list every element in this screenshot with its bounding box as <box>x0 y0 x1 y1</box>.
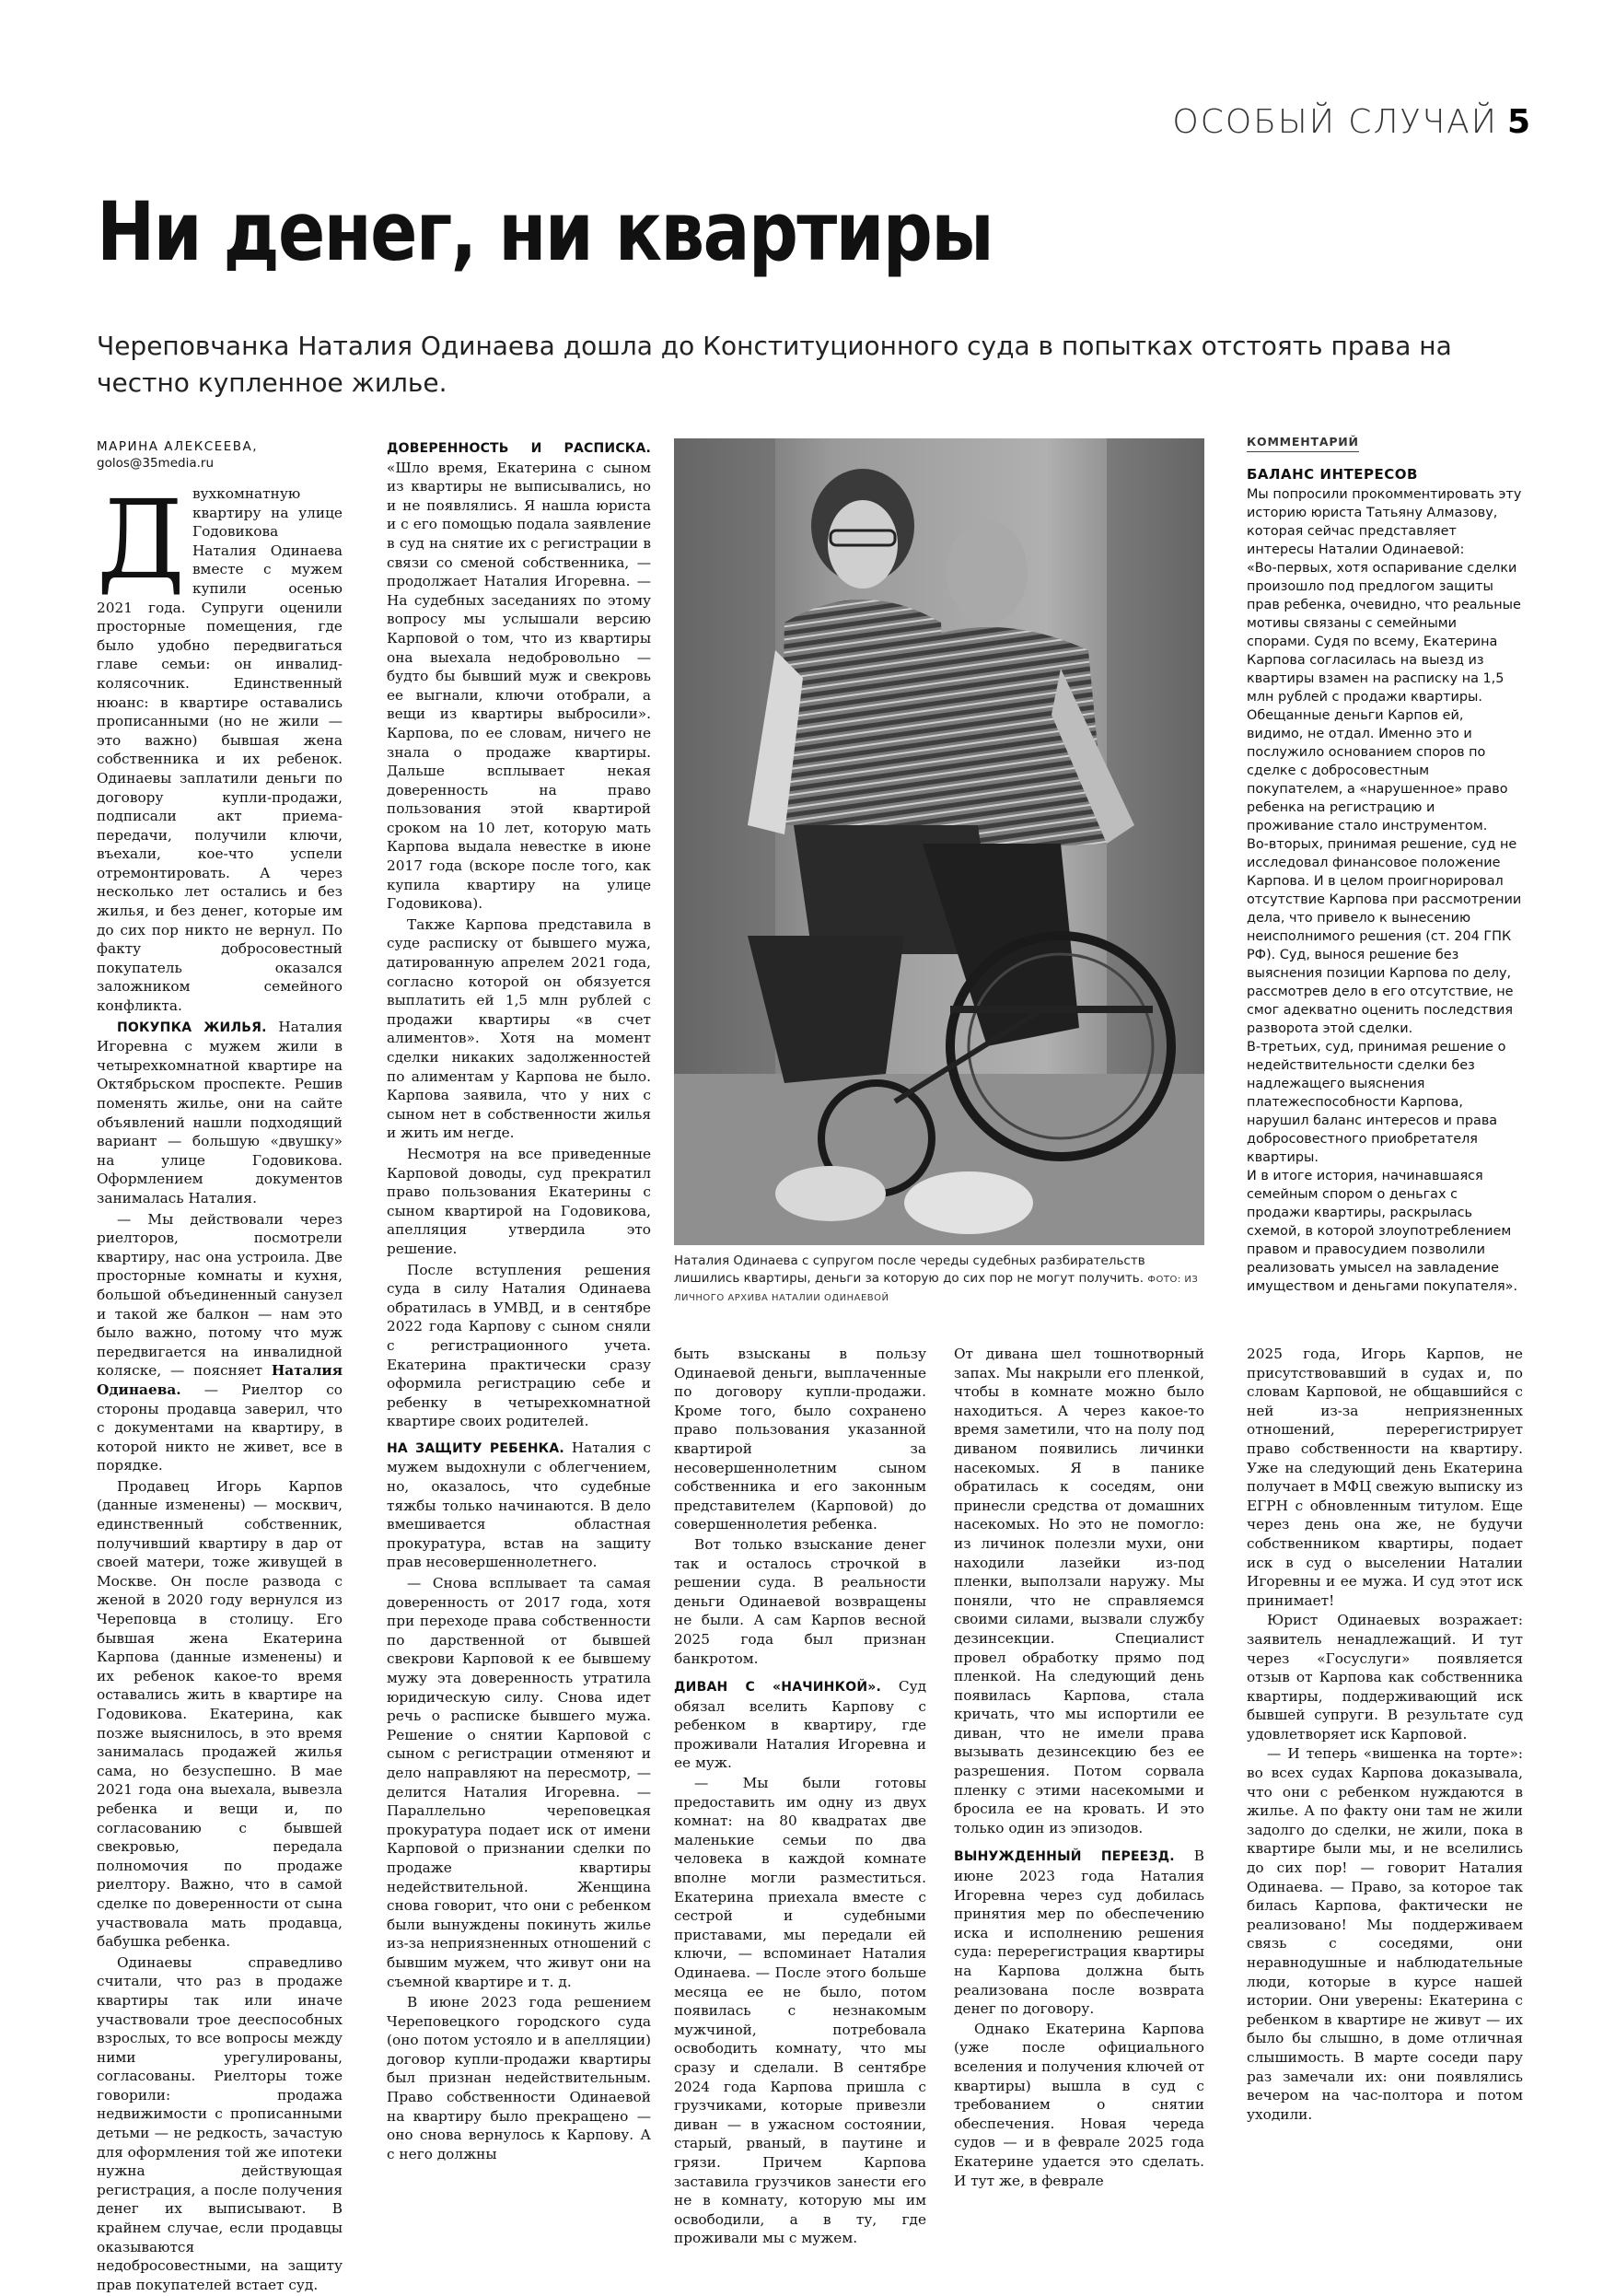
byline <box>97 438 343 472</box>
article-paragraph: Вот только взыскание денег так и осталось строчкой в решении суда. В реальности деньги Одинаевой возвращены не были. А сам Карпов весной 2025 года был признан банкротом. <box>674 1535 926 1667</box>
photo-credit: ФОТО: ИЗ ЛИЧНОГО АРХИВА НАТАЛИИ ОДИНАЕВОЙ <box>674 1275 1199 1303</box>
comment-paragraph: «Во-первых, хотя оспаривание сделки произошло под предлогом защиты прав ребенка, очевидно, что реальные мотивы связаны с семейными спорами. Судя по всему, Екатерина Карпова согласилась на выезд из квартиры взамен на расписку на 1,5 млн рублей с продажи квартиры. Обещанные деньги Карпов ей, видимо, не отдал. Именно это и послужило основанием споров по сделке с добросовестным покупателем, а «нарушенное» право ребенка на регистрацию и проживание стало инструментом. <box>1247 561 1521 833</box>
article-paragraph: ДОВЕРЕННОСТЬ И РАСПИСКА. «Шло время, Екатерина с сыном из квартиры не выписывались, но и не появлялись. Я нашла юриста и с его помощью подала заявление в суд на снятие их с регистрации в связи со сменой собственника, — продолжает Наталия Игоревна. — На судебных заседаниях по этому вопросу мы услышали версию Карповой о том, что из квартиры она выехала недобровольно — будто бы бывший муж и свекровь ее выгнали, ключи отобрали, а вещи из квартиры выбросили». Карпова, по ее словам, ничего не знала о продаже квартиры. Дальше всплывает некая доверенность на право пользования этой квартирой сроком на 10 лет, которую мать Карпова выдала невестке в июне 2017 года (вскоре после того, как купила квартиру на улице Годовикова). <box>387 441 651 913</box>
comment-paragraph: И в итоге история, начинавшаяся семейным спором о деньгах с продажи квартиры, раскрылась схемой, в которой злоупотреблением правом и правосудием позволили реализовать умысел на завладение имуществом и деньгами покупателя». <box>1247 1169 1518 1294</box>
comment-paragraph: В-третьих, суд, принимая решение о недействительности сделки без надлежащего выяснения платежеспособности Карпова, нарушил баланс интересов и права добросовестного приобретателя квартиры. <box>1247 1040 1506 1165</box>
subhead: ПОКУПКА ЖИЛЬЯ. <box>117 1020 267 1035</box>
headline: Ни денег, ни квартиры <box>97 184 993 279</box>
article-paragraph: Продавец Игорь Карпов (данные изменены) — москвич, единственный собственник, получивший квартиру в дар от своей матери, тоже живущей в Москве. Он после развода с женой в 2020 году вернулся из Череповца в столицу. Его бывшая жена Екатерина Карпова (данные изменены) и их ребенок какое-то время оставались жить в квартире на Годовикова. Екатерина, как позже выяснилось, в это время занималась продажей жилья сама, но безуспешно. В мае 2021 года она выехала, вывезла ребенка и вещи и, по согласованию с бывшей свекровью, передала полномочия по продаже риелтору. Важно, что в самой сделке по доверенности от сына участвовала мать продавца, бабушка ребенка. <box>97 1477 343 1951</box>
comment-kicker: КОММЕНТАРИЙ <box>1247 433 1359 452</box>
article-paragraph: 2025 года, Игорь Карпов, не присутствовавший в судах и, по словам Карповой, не общавшийся с ней из-за неприязненных отношений, перерегистрирует право собственности на квартиру. Уже на следующий день Екатерина получает в МФЦ свежую выписку из ЕГРН с обновленным титулом. Еще через день она же, не будучи собственником квартиры, подает иск в суд о выселении Наталии Игоревны и ее мужа. И суд этот иск принимает! <box>1247 1346 1523 1609</box>
page-number: 5 <box>1506 103 1532 141</box>
section-title: ОСОБЫЙ СЛУЧАЙ <box>1172 103 1498 141</box>
article-paragraph: От дивана шел тошнотворный запах. Мы накрыли его пленкой, чтобы в комнате можно было находиться. А через какое-то время заметили, что на полу под диваном появились личинки насекомых. Я в панике обратилась к соседям, они принесли средства от домашних насекомых. Но это не помогло: из личинок полезли мухи, они находили лазейки из-под пленки, выползали наружу. Мы поняли, что не справляемся своими силами, вызвали службу дезинсекции. Специалист провел обработку прямо под пленкой. На следующий день появилась Карпова, стала кричать, что мы испортили ее диван, что не имели права вызывать дезинсекцию без ее разрешения. Потом сорвала пленку с этими насекомыми и бросила ее на кровать. И это только один из эпизодов. <box>954 1346 1204 1836</box>
article-paragraph: Несмотря на все приведенные Карповой доводы, суд прекратил право пользования Екатерины с сыном квартирой на Годовикова, апелляция утвердила это решение. <box>387 1145 651 1257</box>
article-paragraph: Также Карпова представила в суде расписку от бывшего мужа, датированную апрелем 2021 года, согласно которой он обязуется выплатить ей 1,5 млн рублей с продажи квартиры «в счет алиментов». Хотя на момент сделки никаких задолженностей по алиментам у Карпова не было. Карпова заявила, что у них с сыном нет в собственности жилья и жить им негде. <box>387 915 651 1142</box>
photo-caption: Наталия Одинаева с супругом после череды судебных разбирательств лишились квартиры, деньги за которую до сих пор не могут получить. ФОТО: ИЗ ЛИЧНОГО АРХИВА НАТАЛИИ ОДИНАЕВОЙ <box>674 1253 1199 1303</box>
comment-intro: Мы попросили прокомментировать эту историю юриста Татьяну Алмазову, которая сейчас представляет интересы Наталии Одинаевой: <box>1247 487 1522 557</box>
article-paragraph: Юрист Одинаевых возражает: заявитель ненадлежащий. И тут через «Госуслуги» появляется отзыв от Карпова как собственника квартиры, поддерживающий иск бывшей супруги. В результате суд удовлетворяет иск Карповой. <box>1247 1612 1523 1742</box>
comment-title: БАЛАНС ИНТЕРЕСОВ <box>1247 466 1418 483</box>
drop-cap: Д <box>97 476 185 603</box>
author-email[interactable]: golos@35media.ru <box>97 456 214 471</box>
article-paragraph: — Снова всплывает та самая доверенность от 2017 года, хотя при переходе права собственности по дарственной от бывшей свекрови Карповой к ее бывшему мужу эта доверенность утратила юридическую силу. Снова идет речь о расписке бывшего мужа. Решение о снятии Карповой с сыном с регистрации отменяют и дело направляют на пересмотр, — делится Наталия Игоревна. — Параллельно череповецкая прокуратура подает иск от имени Карповой о признании сделки по продаже квартиры недействительной. Женщина снова говорит, что они с ребенком были вынуждены покинуть жилье из-за неприязненных отношений с бывшим мужем, что живут они на съемной квартире и т. д. <box>387 1575 651 1990</box>
article-paragraph: — Мы были готовы предоставить им одну из двух комнат: на 80 квадратах две маленькие семьи по два человека в каждой комнате вполне могли разместиться. Екатерина приехала вместе с сестрой и судебными приставами, мы передали ей ключи, — вспоминает Наталия Одинаева. — После этого больше месяца ее не было, потом появилась с незнакомым мужчиной, потребовала освободить комнату, что мы сразу и сделали. В сентябре 2024 года Карпова пришла с грузчиками, которые привезли диван — в ужасном состоянии, старый, рваный, в паутине и грязи. Причем Карпова заставила грузчиков занести его не в комнату, которую мы им освободили, а в ту, где проживали мы с мужем. <box>674 1775 926 2247</box>
article-paragraph: ПОКУПКА ЖИЛЬЯ. Наталия Игоревна с мужем жили в четырехкомнатной квартире на Октябрьском проспекте. Решив поменять жилье, они на сайте объявлений нашли подходящий вариант — большую «двушку» на улице Годовикова. Оформлением документов занималась Наталия. <box>97 1018 343 1206</box>
article-paragraph: Однако Екатерина Карпова (уже после официального вселения и получения ключей от квартиры) вышла в суд с требованием о снятии обеспечения. Новая череда судов — и в феврале 2025 года Екатерине удается это сделать. И тут же, в феврале <box>954 2020 1204 2189</box>
lead-paragraph: Череповчанка Наталия Одинаева дошла до Конституционного суда в попытках отстоять права на честно купленное жилье. <box>97 331 1452 398</box>
subhead: ДИВАН С «НАЧИНКОЙ». <box>674 1680 881 1696</box>
article-paragraph: После вступления решения суда в силу Наталия Одинаева обратилась в УМВД, и в сентябре 2022 года Карпову с сыном сняли с регистрационного учета. Екатерина практически сразу оформила регистрацию себе и ребенку в четырехкомнатной квартире своих родителей. <box>387 1261 651 1430</box>
comment-box <box>1247 433 1523 1296</box>
article-column-1 <box>97 438 343 2296</box>
article-paragraph: НА ЗАЩИТУ РЕБЕНКА. Наталия с мужем выдохнули с облегчением, но, оказалось, что судебные тяжбы только начинаются. В дело вмешивается областная прокуратура, встав на защиту прав несовершеннолетнего. <box>387 1439 651 1571</box>
section-header <box>1172 103 1532 141</box>
article-paragraph: быть взысканы в пользу Одинаевой деньги, выплаченные по договору купли-продажи. Кроме того, было сохранено право пользования указанной квартирой за несовершеннолетним сыном собственника и его законным представителем (Карповой) до совершеннолетия ребенка. <box>674 1346 926 1533</box>
article-paragraph: ДИВАН С «НАЧИНКОЙ». Суд обязал вселить Карпову с ребенком в квартиру, где проживали Наталия Игоревна и ее муж. <box>674 1678 926 1772</box>
article-column-4 <box>954 1345 1204 2191</box>
article-photo <box>674 438 1204 1245</box>
article-paragraph: — И теперь «вишенка на торте»: во всех судах Карпова доказывала, что они с ребенком нуждаются в жилье. А по факту они там не жили задолго до сделки, не жили, пока в квартире были мы, и не вселились до сих пор! — говорит Наталия Одинаева. — Право, за которое так билась Карпова, фактически не реализовано! Мы поддерживаем связь с соседями, они неравнодушные и наблюдательные люди, которые в курсе нашей истории. Они уверены: Екатерина с ребенком в квартире не живут — их было бы слышно, в доме отличная слышимость. В марте соседи пару раз замечали их: они появлялись вечером на час-полтора и потом уходили. <box>1247 1745 1523 2123</box>
article-paragraph: — Мы действовали через риелторов, посмотрели квартиру, нас она устроила. Две просторные комнаты и кухня, большой объединенный санузел и такой же балкон — нам это было важно, потому что муж передвигается на инвалидной коляске, — поясняет Наталия Одинаева. — Риелтор со стороны продавца заверил, что с документами на квартиру, в которой никто не живет, все в порядке. <box>97 1210 343 1474</box>
article-column-2 <box>387 438 651 2165</box>
article-paragraph: В июне 2023 года решением Череповецкого городского суда (оно потом устояло и в апелляции) договор купли-продажи квартиры был признан недействительным. Право собственности Одинаевой на квартиру было прекращено — оно снова вернулось к Карпову. А с него должны <box>387 1994 651 2162</box>
quoted-name: Наталия Одинаева. <box>97 1362 343 1398</box>
article-paragraph: Одинаевы справедливо считали, что раз в продаже квартиры так или иначе участвовали трое дееспособных взрослых, то все вопросы между ними урегулированы, согласованы. Риелторы тоже говорили: продажа недвижимости с прописанными детьми — не редкость, зачастую для оформления той же ипотеки нужна действующая регистрация, а после получения денег их выписывают. В крайнем случае, если продавцы оказываются недобросовестными, на защиту прав покупателей встает суд. <box>97 1953 343 2293</box>
article-paragraph: Двухкомнатную квартиру на улице Годовикова Наталия Одинаева вместе с мужем купили осенью 2021 года. Супруги оценили просторные помещения, где было удобно передвигаться главе семьи: он инвалид-колясочник. Единственный нюанс: в квартире оставались прописанными (но не жили — это важно) бывшая жена собственника и их ребенок. Одинаевы заплатили деньги по договору купли-продажи, подписали акт приема-передачи, получили ключи, въехали, кое-что успели отремонтировать. А через несколько лет остались и без жилья, и без денег, которые им до сих пор никто не вернул. По факту добросовестный покупатель оказался заложником семейного конфликта. <box>97 476 343 1015</box>
subhead: ВЫНУЖДЕННЫЙ ПЕРЕЕЗД. <box>954 1849 1175 1865</box>
author-name: МАРИНА АЛЕКСЕЕВА, <box>97 439 259 454</box>
article-paragraph: ВЫНУЖДЕННЫЙ ПЕРЕЕЗД. В июне 2023 года Наталия Игоревна через суд добилась принятия мер по обеспечению иска и исполнению решения суда: перерегистрация квартиры на Карпова должна быть реализована после возврата денег по договору. <box>954 1847 1204 2018</box>
comment-paragraph: Во-вторых, принимая решение, суд не исследовал финансовое положение Карпова. И в целом проигнорировал отсутствие Карпова при рассмотрении дела, что привело к вынесению неисполнимого решения (ст. 204 ГПК РФ). Суд, вынося решение без выяснения позиции Карпова по делу, рассмотрев дело в его отсутствие, не смог адекватно оценить последствия разворота этой сделки. <box>1247 837 1522 1036</box>
subhead: ДОВЕРЕННОСТЬ И РАСПИСКА. <box>387 441 651 456</box>
article-column-5 <box>1247 1345 1523 2125</box>
article-column-3 <box>674 1345 926 2249</box>
subhead: НА ЗАЩИТУ РЕБЕНКА. <box>387 1440 564 1456</box>
